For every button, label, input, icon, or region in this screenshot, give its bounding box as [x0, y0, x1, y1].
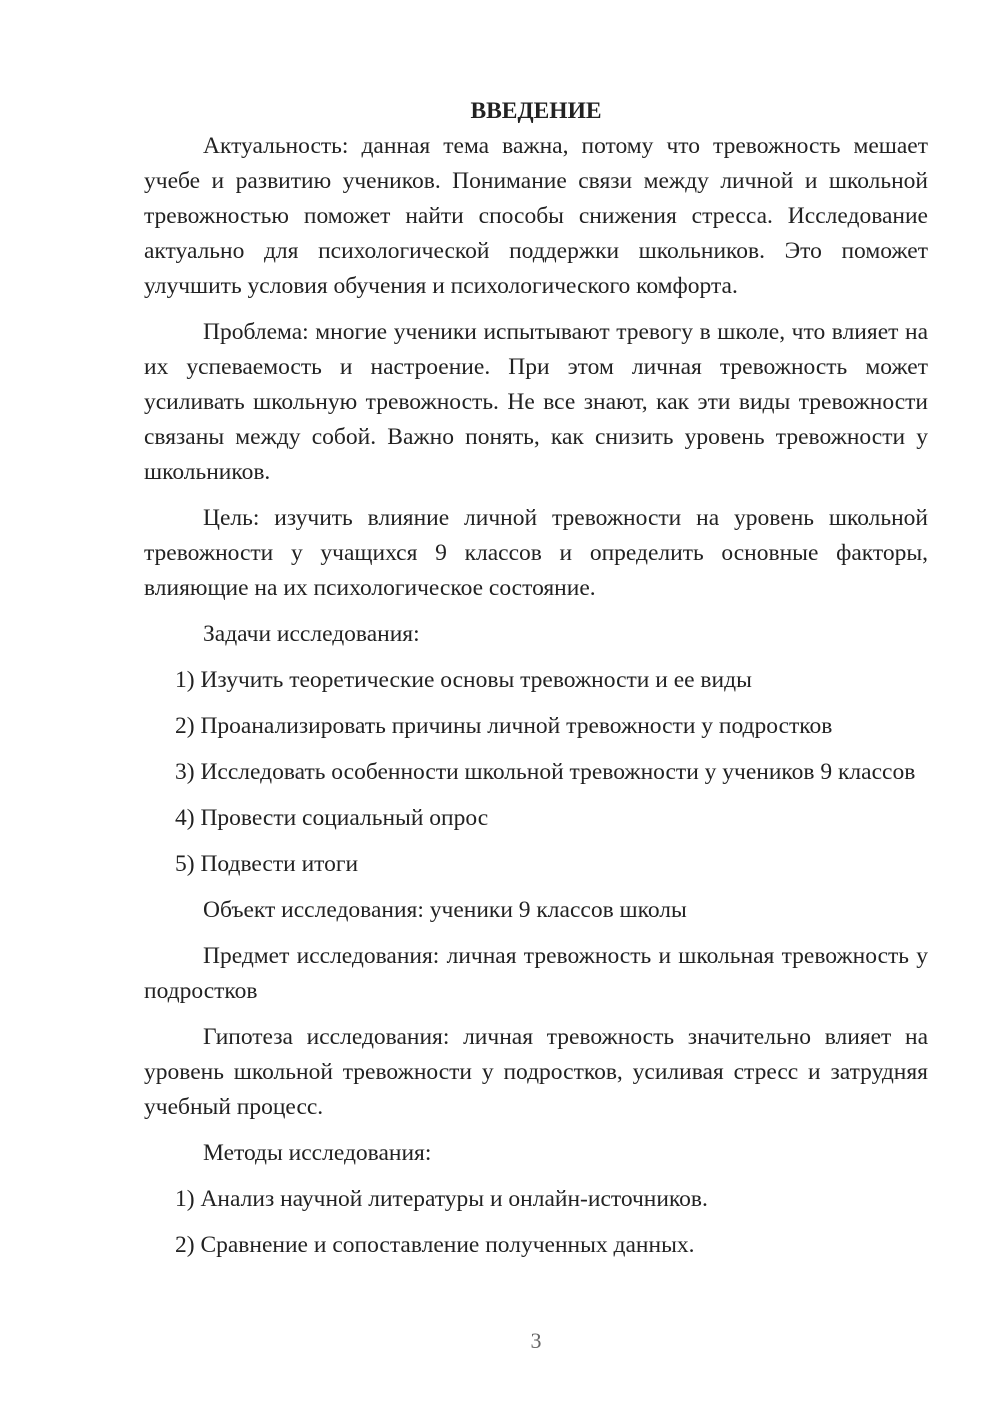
section-title: ВВЕДЕНИЕ — [470, 98, 602, 124]
task-item-3: 3) Исследовать особенности школьной тревожности у учеников 9 классов — [175, 759, 916, 785]
paragraph-hypothesis: Гипотеза исследования: личная тревожность значительно влияет на уровень школьной тревожности у подростков, усиливая стресс и затрудняя учебный процесс. — [144, 1024, 928, 1120]
task-item-5: 5) Подвести итоги — [175, 851, 359, 877]
task-item-1: 1) Изучить теоретические основы тревожности и ее виды — [175, 667, 752, 693]
method-item-1: 1) Анализ научной литературы и онлайн-источников. — [175, 1186, 708, 1212]
paragraph-object: Объект исследования: ученики 9 классов школы — [203, 897, 687, 923]
paragraph-methods-heading: Методы исследования: — [203, 1140, 432, 1166]
paragraph-relevance: Актуальность: данная тема важна, потому что тревожность мешает учебе и развитию учеников. Понимание связи между личной и школьной тревожностью поможет найти способы снижения стресса. Исследование актуально для психологической поддержки школьников. Это поможет улучшить условия обучения и психологического комфорта. — [144, 133, 928, 299]
paragraph-goal: Цель: изучить влияние личной тревожности на уровень школьной тревожности у учащихся 9 классов и определить основные факторы, влияющие на их психологическое состояние. — [144, 505, 928, 601]
page-number: 3 — [530, 1328, 542, 1353]
page-content — [144, 94, 928, 1274]
task-item-4: 4) Провести социальный опрос — [175, 805, 489, 831]
method-item-2: 2) Сравнение и сопоставление полученных данных. — [175, 1232, 695, 1258]
paragraph-tasks-heading: Задачи исследования: — [203, 621, 420, 647]
task-item-2: 2) Проанализировать причины личной тревожности у подростков — [175, 713, 833, 739]
paragraph-subject: Предмет исследования: личная тревожность и школьная тревожность у подростков — [144, 943, 928, 1004]
paragraph-problem: Проблема: многие ученики испытывают тревогу в школе, что влияет на их успеваемость и настроение. При этом личная тревожность может усиливать школьную тревожность. Не все знают, как эти виды тревожности связаны между собой. Важно понять, как снизить уровень тревожности у школьников. — [144, 319, 928, 485]
